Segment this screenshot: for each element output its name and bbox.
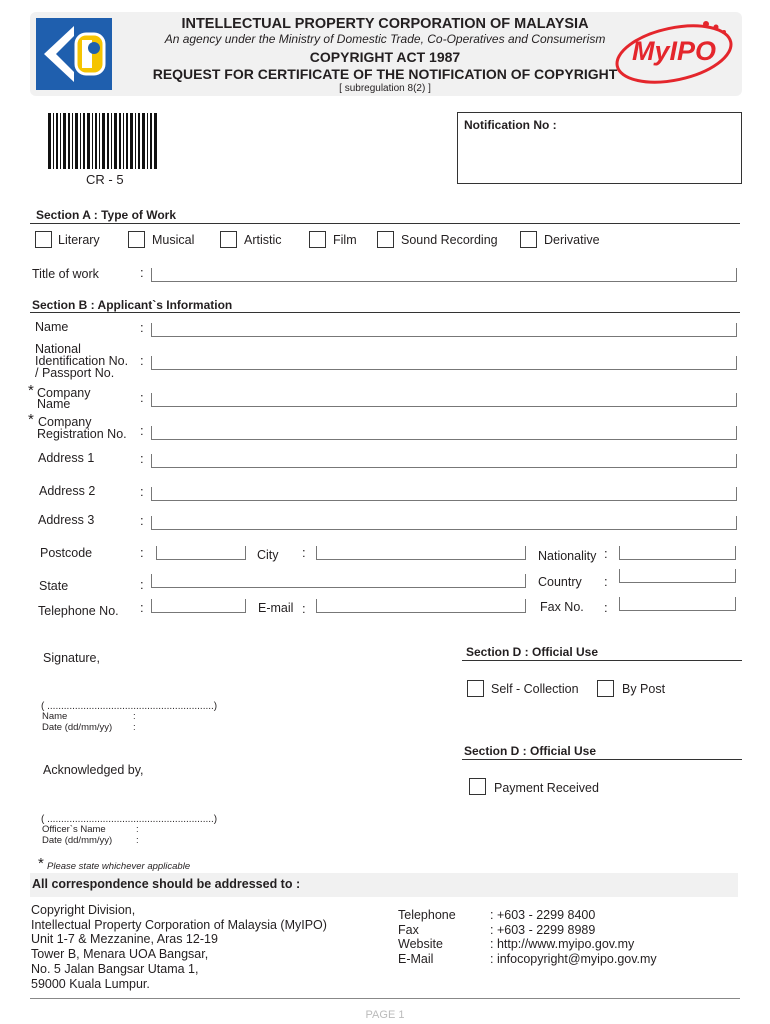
musical-checkbox[interactable] — [128, 231, 145, 248]
colon: : — [136, 824, 139, 835]
svg-text:MyIPO: MyIPO — [632, 36, 717, 66]
colon: : — [140, 577, 144, 592]
signer-name-label: Name — [42, 711, 68, 722]
film-checkbox[interactable] — [309, 231, 326, 248]
email-field[interactable] — [316, 599, 526, 613]
company-reg-field[interactable] — [151, 426, 737, 440]
colon: : — [133, 722, 136, 733]
agency-line: An agency under the Ministry of Domestic Trade, Co-Operatives and Consumerism — [164, 32, 606, 46]
colon: : — [140, 265, 144, 280]
signer-date-label: Date (dd/mm/yy) — [42, 722, 113, 733]
name-label: Name — [35, 320, 69, 334]
colon: : — [140, 423, 144, 438]
country-field[interactable] — [619, 569, 736, 583]
correspondence-heading: All correspondence should be addressed to : — [32, 877, 301, 891]
contact-label-website: Website — [398, 937, 443, 952]
colon: : — [302, 601, 306, 616]
colon: : — [140, 545, 144, 560]
contact-labels — [398, 908, 456, 967]
officer-signature-line[interactable]: ( ............................................................) — [41, 814, 218, 825]
address-line: Tower B, Menara UOA Bangsar, — [31, 947, 209, 962]
telephone-field[interactable] — [151, 599, 246, 613]
subregulation: [ subregulation 8(2) ] — [339, 83, 431, 94]
applicable-note: Please state whichever applicable — [47, 861, 191, 872]
signature-label: Signature, — [43, 651, 100, 665]
literary-label: Literary — [58, 233, 100, 247]
colon: : — [133, 711, 136, 722]
contact-value-website[interactable]: : http://www.myipo.gov.my — [490, 937, 635, 952]
section-d1-title: Section D : Official Use — [466, 645, 599, 659]
form-title: REQUEST FOR CERTIFICATE OF THE NOTIFICATION OF COPYRIGHT — [152, 66, 618, 82]
city-field[interactable] — [316, 546, 526, 560]
notification-box[interactable] — [457, 112, 742, 184]
contact-label-telephone: Telephone — [398, 908, 456, 922]
correspondence-banner — [30, 873, 738, 897]
name-field[interactable] — [151, 323, 737, 337]
nric-label-line1: National — [35, 342, 81, 356]
payment-received-label: Payment Received — [494, 781, 599, 795]
telephone-label: Telephone No. — [38, 604, 119, 618]
barcode-icon — [48, 113, 172, 169]
email-label: E-mail — [258, 601, 294, 615]
nric-label-line2: Identification No. — [35, 354, 129, 368]
colon: : — [302, 545, 306, 560]
colon: : — [140, 353, 144, 368]
address3-label: Address 3 — [38, 513, 95, 527]
colon: : — [604, 600, 608, 615]
section-b-title: Section B : Applicant`s Information — [32, 298, 233, 312]
film-label: Film — [333, 233, 357, 247]
org-name: INTELLECTUAL PROPERTY CORPORATION OF MALAYSIA — [181, 16, 589, 32]
section-d2-rule — [462, 759, 742, 760]
nric-passport-field[interactable] — [151, 356, 737, 370]
colon: : — [140, 390, 144, 405]
company-name-label-line2: Name — [37, 397, 71, 411]
colon: : — [604, 546, 608, 561]
colon: : — [136, 835, 139, 846]
musical-label: Musical — [152, 233, 195, 247]
address-line: No. 5 Jalan Bangsar Utama 1, — [31, 961, 199, 976]
address-line: Copyright Division, — [31, 903, 136, 917]
colon: : — [140, 600, 144, 615]
title-of-work-field[interactable] — [151, 268, 737, 282]
sound-recording-checkbox[interactable] — [377, 231, 394, 248]
section-d2-title: Section D : Official Use — [464, 744, 597, 758]
section-d1-rule — [462, 660, 742, 661]
colon: : — [140, 484, 144, 499]
page-number: PAGE 1 — [365, 1009, 405, 1021]
payment-received-checkbox[interactable] — [469, 778, 486, 795]
nationality-field[interactable] — [619, 546, 736, 560]
act-title: COPYRIGHT ACT 1987 — [309, 49, 461, 65]
nric-label-line3: / Passport No. — [35, 366, 115, 380]
derivative-label: Derivative — [544, 233, 600, 247]
fax-field[interactable] — [619, 597, 736, 611]
colon: : — [140, 451, 144, 466]
address2-label: Address 2 — [39, 484, 96, 498]
by-post-label: By Post — [622, 682, 666, 696]
contact-label-email: E-Mail — [398, 952, 434, 967]
address1-field[interactable] — [151, 454, 737, 468]
colon: : — [140, 320, 144, 335]
contact-label-fax: Fax — [398, 922, 419, 937]
company-name-field[interactable] — [151, 393, 737, 407]
form-code: CR - 5 — [86, 172, 124, 187]
city-label: City — [257, 548, 279, 562]
contact-value-email[interactable]: : infocopyright@myipo.gov.my — [490, 952, 657, 967]
artistic-label: Artistic — [244, 233, 282, 247]
officer-name-label: Officer`s Name — [42, 824, 106, 835]
self-collection-label: Self - Collection — [491, 682, 579, 696]
officer-date-label: Date (dd/mm/yy) — [42, 835, 113, 846]
address3-field[interactable] — [151, 516, 737, 530]
self-collection-checkbox[interactable] — [467, 680, 484, 697]
notification-label: Notification No : — [464, 118, 557, 132]
contact-values — [490, 908, 657, 967]
by-post-checkbox[interactable] — [597, 680, 614, 697]
title-of-work-label: Title of work — [32, 267, 99, 281]
company-reg-label-line1: Company — [38, 415, 92, 429]
asterisk: * — [28, 411, 34, 428]
colon: : — [140, 513, 144, 528]
state-field[interactable] — [151, 574, 526, 588]
address-line: 59000 Kuala Lumpur. — [31, 976, 150, 991]
artistic-checkbox[interactable] — [220, 231, 237, 248]
address2-field[interactable] — [151, 487, 737, 501]
colon: : — [604, 574, 608, 589]
company-reg-label-line2: Registration No. — [37, 427, 127, 441]
sound-recording-label: Sound Recording — [401, 233, 498, 247]
contact-value-fax: : +603 - 2299 8989 — [490, 922, 596, 937]
section-b-rule — [30, 312, 740, 313]
address1-label: Address 1 — [38, 451, 95, 465]
fax-label: Fax No. — [540, 600, 584, 614]
company-name-label-line1: Company — [37, 386, 91, 400]
literary-checkbox[interactable] — [35, 231, 52, 248]
postcode-field[interactable] — [156, 546, 246, 560]
address-line: Unit 1-7 & Mezzanine, Aras 12-19 — [31, 932, 218, 947]
asterisk: * — [38, 855, 44, 872]
address-block — [31, 903, 327, 991]
signature-line[interactable]: ( ............................................................) — [41, 701, 218, 712]
section-a-rule — [30, 223, 740, 224]
state-label: State — [39, 579, 69, 593]
address-line: Intellectual Property Corporation of Malaysia (MyIPO) — [31, 917, 327, 932]
acknowledged-label: Acknowledged by, — [43, 763, 144, 777]
country-label: Country — [538, 575, 582, 589]
contact-value-telephone: : +603 - 2299 8400 — [490, 908, 596, 922]
nationality-label: Nationality — [538, 549, 597, 563]
derivative-checkbox[interactable] — [520, 231, 537, 248]
section-a-title: Section A : Type of Work — [36, 208, 177, 222]
footer-rule — [30, 998, 740, 999]
postcode-label: Postcode — [40, 546, 93, 560]
asterisk: * — [28, 382, 34, 399]
